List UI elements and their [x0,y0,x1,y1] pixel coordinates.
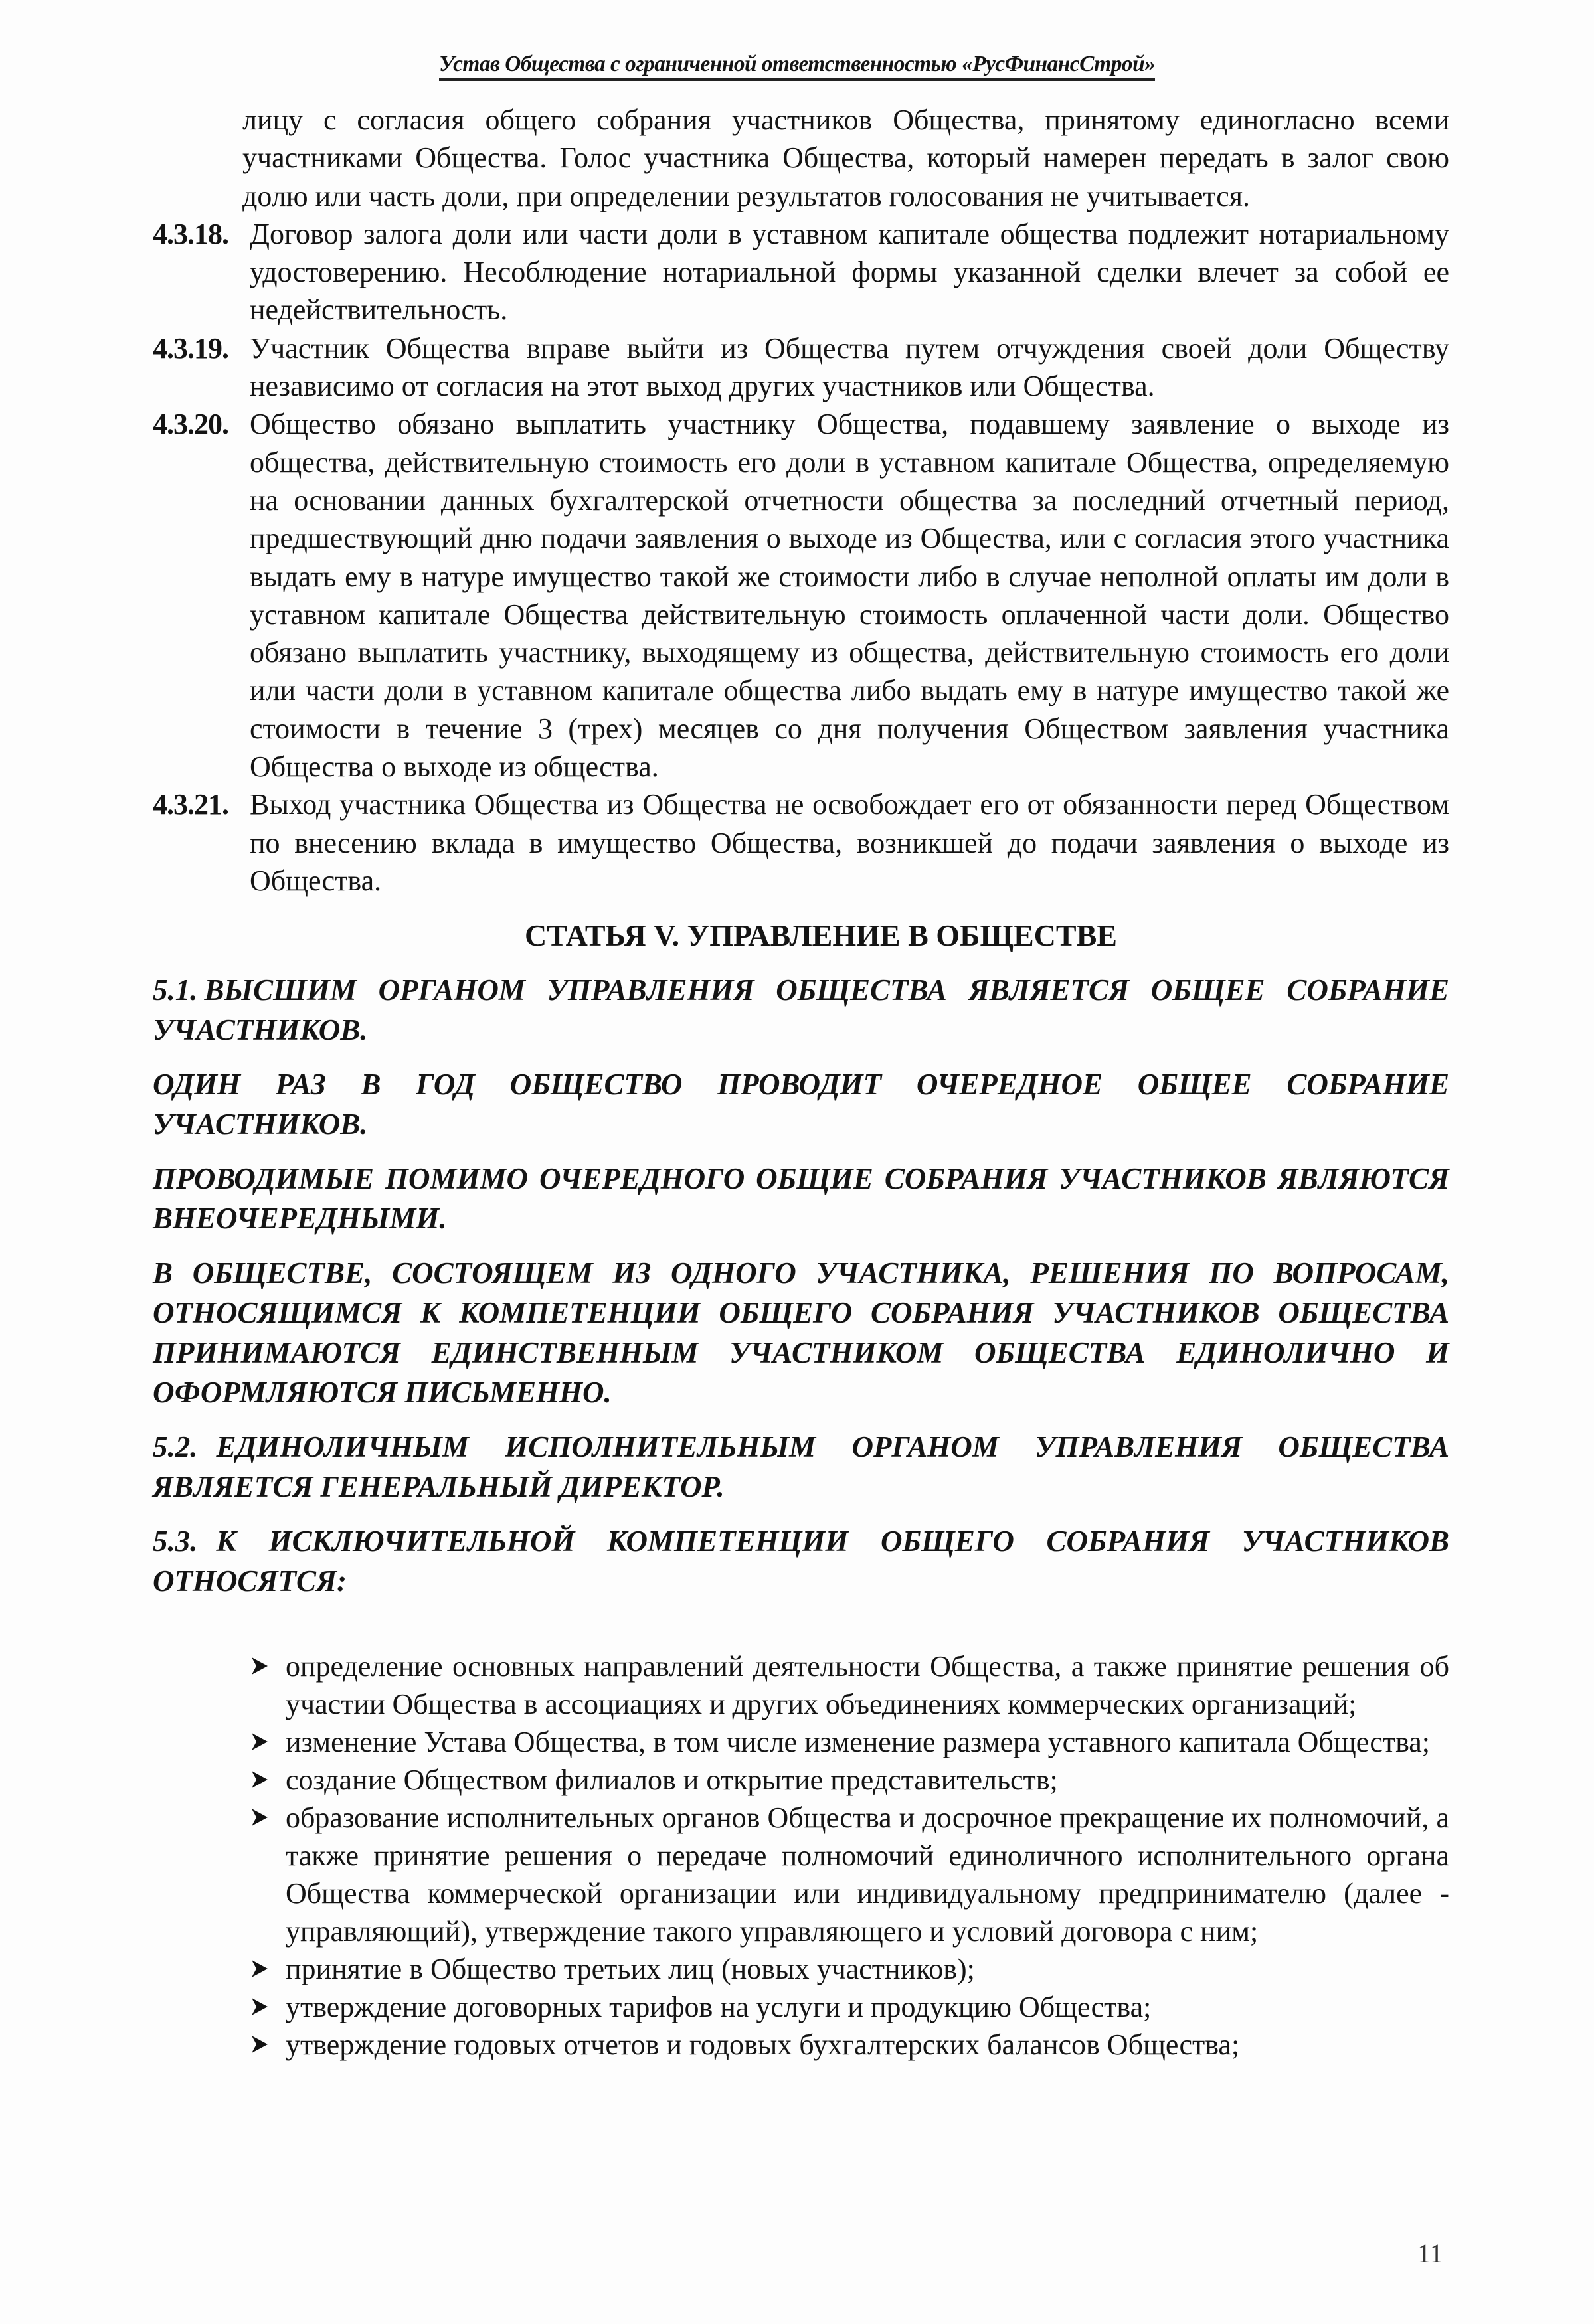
list-item [153,1647,1449,1723]
list-item-text: создание Обществом филиалов и открытие представительств; [286,1764,1058,1797]
page-content [153,101,1449,2064]
page-number: 11 [1417,2238,1443,2268]
list-item [153,1988,1449,2026]
arrowhead-bullet-icon [250,1959,269,1979]
clause-text: К ИСКЛЮЧИТЕЛЬНОЙ КОМПЕТЕНЦИИ ОБЩЕГО СОБРАНИЯ УЧАСТНИКОВ ОТНОСЯТСЯ: [153,1525,1449,1598]
paragraph-text: Участник Общества вправе выйти из Общества путем отчуждения своей доли Обществу независимо от согласия на этот выход других участников или Общества. [250,331,1449,403]
clause-annual-meeting [153,1064,1449,1144]
continued-paragraph [153,101,1449,215]
list-item [153,1950,1449,1988]
paragraph-number: 4.3.19. [153,331,228,365]
clause-text: В ОБЩЕСТВЕ, СОСТОЯЩЕМ ИЗ ОДНОГО УЧАСТНИКА, РЕШЕНИЯ ПО ВОПРОСАМ, ОТНОСЯЩИМСЯ К КОМПЕТЕНЦИИ ОБЩЕГО СОБРАНИЯ УЧАСТНИКОВ ОБЩЕСТВА ПРИНИМАЮТСЯ ЕДИНСТВЕННЫМ УЧАСТНИКОМ ОБЩЕСТВА ЕДИНОЛИЧНО И ОФОРМЛЯЮТСЯ ПИСЬМЕННО. [153,1256,1449,1410]
paragraph-text: Выход участника Общества из Общества не освобождает его от обязанности перед Обществом по внесению вклада в имущество Общества, возникшей до подачи заявления о выходе из Общества. [250,788,1449,897]
list-item [153,1761,1449,1799]
list-item-text: изменение Устава Общества, в том числе изменение размера уставного капитала Общества; [286,1726,1431,1759]
paragraph-text: лицу с согласия общего собрания участников Общества, принятому единогласно всеми участниками Общества. Голос участника Общества, который намерен передать в залог свою долю или часть доли, при определении результатов голосования не учитывается. [242,104,1449,212]
clause-5-2 [153,1427,1449,1507]
paragraph-text: Договор залога доли или части доли в уставном капитале общества подлежит нотариальному удостоверению. Несоблюдение нотариальной формы указанной сделки влечет за собой ее недействительность. [250,217,1449,327]
arrowhead-bullet-icon [250,1997,269,2017]
arrowhead-bullet-icon [250,1770,269,1789]
paragraph-number: 4.3.21. [153,788,228,821]
competence-list [153,1647,1449,2064]
clause-text: ОДИН РАЗ В ГОД ОБЩЕСТВО ПРОВОДИТ ОЧЕРЕДНОЕ ОБЩЕЕ СОБРАНИЕ УЧАСТНИКОВ. [153,1068,1449,1141]
clause-extraordinary-meetings [153,1159,1449,1238]
clause-5-3 [153,1521,1449,1601]
list-item [153,1799,1449,1950]
arrowhead-bullet-icon [250,1807,269,1827]
arrowhead-bullet-icon [250,1656,269,1676]
clause-number: 5.1. [153,973,198,1007]
paragraph-text: Общество обязано выплатить участнику Общества, подавшему заявление о выходе из общества, действительную стоимость его доли в уставном капитале Общества, определяемую на основании данных бухгалтерской отчетности общества за последний отчетный период, предшествующий дню подачи заявления о выходе из Общества, или с согласия этого участника выдать ему в натуре имущество такой же стоимости либо в случае неполной оплаты им доли в уставном капитале Общества действительную стоимость оплаченной части доли. Общество обязано выплатить участнику, выходящему из общества, действительную стоимость его доли или части доли в уставном капитале общества либо выдать ему в натуре имущество такой же стоимости в течение 3 (трех) месяцев со дня получения Обществом заявления участника Общества о выходе из общества. [250,408,1449,784]
list-item-text: утверждение договорных тарифов на услуги и продукцию Общества; [286,1991,1152,2024]
list-item-text: утверждение годовых отчетов и годовых бухгалтерских балансов Общества; [286,2029,1240,2062]
clause-text: ЕДИНОЛИЧНЫМ ИСПОЛНИТЕЛЬНЫМ ОРГАНОМ УПРАВЛЕНИЯ ОБЩЕСТВА ЯВЛЯЕТСЯ ГЕНЕРАЛЬНЫЙ ДИРЕКТОР. [153,1430,1449,1504]
arrowhead-bullet-icon [250,2034,269,2054]
clause-number: 5.3. [153,1525,198,1558]
clause-text: ПРОВОДИМЫЕ ПОМИМО ОЧЕРЕДНОГО ОБЩИЕ СОБРАНИЯ УЧАСТНИКОВ ЯВЛЯЮТСЯ ВНЕОЧЕРЕДНЫМИ. [153,1162,1449,1236]
list-item-text: определение основных направлений деятельности Общества, а также принятие решения об участии Общества в ассоциациях и других объединениях коммерческих организаций; [286,1650,1449,1721]
list-item-text: образование исполнительных органов Общества и досрочное прекращение их полномочий, а также принятие решения о передаче полномочий единоличного исполнительного органа Общества коммерческой организации или индивидуальному предпринимателю (далее - управляющий), утверждение такого управляющего и условий договора с ним; [286,1801,1449,1948]
clause-text: ВЫСШИМ ОРГАНОМ УПРАВЛЕНИЯ ОБЩЕСТВА ЯВЛЯЕТСЯ ОБЩЕЕ СОБРАНИЕ УЧАСТНИКОВ. [153,973,1449,1047]
list-item-text: принятие в Общество третьих лиц (новых участников); [286,1953,975,1986]
paragraph-4-3-20 [153,405,1449,786]
clause-5-1 [153,970,1449,1050]
paragraph-number: 4.3.18. [153,217,228,250]
clause-number: 5.2. [153,1430,198,1464]
arrowhead-bullet-icon [250,1732,269,1752]
running-header-title: Устав Общества с ограниченной ответственностью «РусФинансСтрой» [439,52,1155,81]
paragraph-number: 4.3.20. [153,408,228,441]
article-heading: СТАТЬЯ V. УПРАВЛЕНИЕ В ОБЩЕСТВЕ [525,918,1117,953]
paragraph-4-3-19 [153,329,1449,406]
running-header [0,52,1594,81]
list-item [153,2026,1449,2064]
clause-single-participant [153,1253,1449,1412]
list-item [153,1723,1449,1761]
paragraph-4-3-18 [153,215,1449,329]
paragraph-4-3-21 [153,786,1449,900]
